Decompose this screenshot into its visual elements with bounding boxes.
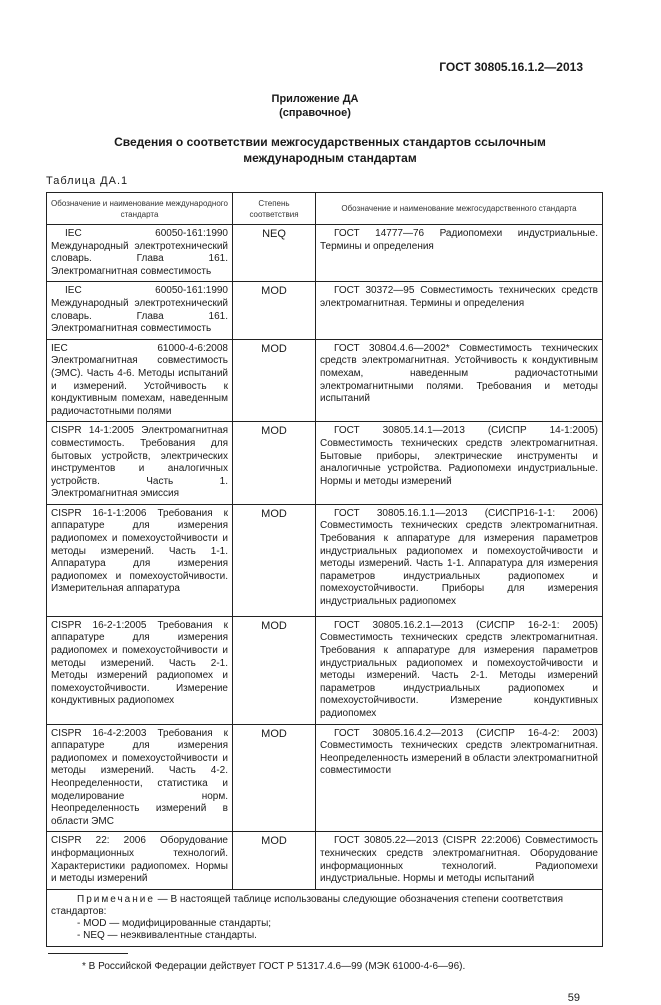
interstate-standard-cell: ГОСТ 30804.4.6—2002* Совместимость технических средств электромагнитная. Устойчивость к кондуктивным помехам, наведенным радиочастотными электромагнитными полями. Требования и методы испытаний bbox=[316, 339, 603, 422]
table-row bbox=[47, 724, 603, 832]
interstate-standard-cell: ГОСТ 30372—95 Совместимость технических средств электромагнитная. Термины и определения bbox=[316, 282, 603, 339]
table-label: Таблица ДА.1 bbox=[46, 175, 129, 187]
international-standard-cell: CISPR 16-2-1:2005 Требования к аппаратуре для измерения радиопомех и помехоустойчивости и методы измерений. Часть 2-1. Методы измерений радиопомех и помехоустойчивости. Измерение кондуктивных радиопомех bbox=[47, 616, 233, 724]
note-item-neq: - NEQ — неэквивалентные стандарты. bbox=[77, 929, 257, 941]
table-row bbox=[47, 504, 603, 616]
international-standard-cell: IEC 60050-161:1990 Международный электротехнический словарь. Глава 161. Электромагнитная совместимость bbox=[47, 282, 233, 339]
appendix-type: (справочное) bbox=[279, 107, 351, 119]
table-row bbox=[47, 282, 603, 339]
table-row bbox=[47, 225, 603, 282]
note-label: Примечание bbox=[77, 893, 155, 905]
table-row bbox=[47, 422, 603, 505]
appendix-title bbox=[0, 92, 630, 120]
table-row bbox=[47, 339, 603, 422]
international-standard-cell: IEC 60050-161:1990 Международный электротехнический словарь. Глава 161. Электромагнитная совместимость bbox=[47, 225, 233, 282]
degree-cell: MOD bbox=[233, 724, 316, 832]
degree-cell: NEQ bbox=[233, 225, 316, 282]
degree-cell: MOD bbox=[233, 282, 316, 339]
section-heading: Сведения о соответствии межгосударственных стандартов ссылочным международным стандартам bbox=[114, 135, 546, 165]
header-interstate: Обозначение и наименование межгосударственного стандарта bbox=[316, 193, 603, 225]
interstate-standard-cell: ГОСТ 30805.22—2013 (CISPR 22:2006) Совместимость технических средств электромагнитная. Оборудование информационных технологий. Радиопомехи индустриальные. Нормы и методы испытаний bbox=[316, 832, 603, 889]
international-standard-cell: CISPR 14-1:2005 Электромагнитная совместимость. Требования для бытовых устройств, электрических инструментов и аналогичных устройств. Часть 1. Электромагнитная эмиссия bbox=[47, 422, 233, 505]
international-standard-cell: CISPR 16-1-1:2006 Требования к аппаратуре для измерения радиопомех и помехоустойчивости и методы измерений. Часть 1-1. Аппаратура для измерения радиопомех и помехоустойчивости. Измерительная аппаратура bbox=[47, 504, 233, 616]
international-standard-cell: CISPR 16-4-2:2003 Требования к аппаратуре для измерения радиопомех и помехоустойчивости и методы измерений. Часть 4-2. Неопределенности, статистика и моделирование норм. Неопределенность измерений в области ЭМС bbox=[47, 724, 233, 832]
table-note bbox=[47, 889, 603, 946]
footnote-divider bbox=[48, 953, 128, 954]
note-row bbox=[47, 889, 603, 946]
page-number: 59 bbox=[567, 991, 580, 1004]
interstate-standard-cell: ГОСТ 30805.14.1—2013 (СИСПР 14-1:2005) Совместимость технических средств электромагнитная. Бытовые приборы, электрические инструменты и аналогичные устройства. Радиопомехи индустриальные. Нормы и методы измерений bbox=[316, 422, 603, 505]
header-degree: Степень соответствия bbox=[233, 193, 316, 225]
interstate-standard-cell: ГОСТ 30805.16.2.1—2013 (СИСПР 16-2-1: 2005) Совместимость технических средств электромагнитная. Требования к аппаратуре для измерения параметров индустриальных радиопомех и помехоустойчивости и методы измерений. Часть 2-1. Методы измерений параметров индустриальных радиопомех и помехоустойчивости. Измерение кондуктивных радиопомех bbox=[316, 616, 603, 724]
degree-cell: MOD bbox=[233, 504, 316, 616]
table-header-row bbox=[47, 193, 603, 225]
degree-cell: MOD bbox=[233, 422, 316, 505]
interstate-standard-cell: ГОСТ 30805.16.4.2—2013 (СИСПР 16-4-2: 2003) Совместимость технических средств электромагнитная. Неопределенность измерений в области электромагнитной совместимости bbox=[316, 724, 603, 832]
degree-cell: MOD bbox=[233, 832, 316, 889]
note-text: — В настоящей таблице использованы следующие обозначения степени соответствия стандартов: bbox=[51, 893, 564, 917]
degree-cell: MOD bbox=[233, 339, 316, 422]
standards-correspondence-table bbox=[46, 192, 603, 947]
document-code-header: ГОСТ 30805.16.1.2—2013 bbox=[439, 60, 583, 74]
interstate-standard-cell: ГОСТ 30805.16.1.1—2013 (СИСПР16-1-1: 2006) Совместимость технических средств электромагнитная. Требования к аппаратуре для измерения параметров индустриальных радиопомех и помехоустойчивости и методы измерений. Часть 1-1. Аппаратура для измерения параметров индустриальных радиопомех и помехоустойчивости. Приборы для измерения индустриальных радиопомех bbox=[316, 504, 603, 616]
degree-cell: MOD bbox=[233, 616, 316, 724]
page-body bbox=[46, 174, 603, 1005]
footnote: * В Российской Федерации действует ГОСТ Р 51317.4.6—99 (МЭК 61000-4-6—96). bbox=[82, 960, 466, 972]
international-standard-cell: IEC 61000-4-6:2008 Электромагнитная совместимость (ЭМС). Часть 4-6. Методы испытаний и измерений. Устойчивость к кондуктивным помехам, наведенным радиочастотными полями bbox=[47, 339, 233, 422]
table-row bbox=[47, 832, 603, 889]
table-row bbox=[47, 616, 603, 724]
note-item-mod: - MOD — модифицированные стандарты; bbox=[77, 917, 272, 929]
header-international: Обозначение и наименование международного стандарта bbox=[47, 193, 233, 225]
appendix-name: Приложение ДА bbox=[271, 93, 359, 105]
international-standard-cell: CISPR 22: 2006 Оборудование информационных технологий. Характеристики радиопомех. Нормы и методы измерений bbox=[47, 832, 233, 889]
interstate-standard-cell: ГОСТ 14777—76 Радиопомехи индустриальные. Термины и определения bbox=[316, 225, 603, 282]
